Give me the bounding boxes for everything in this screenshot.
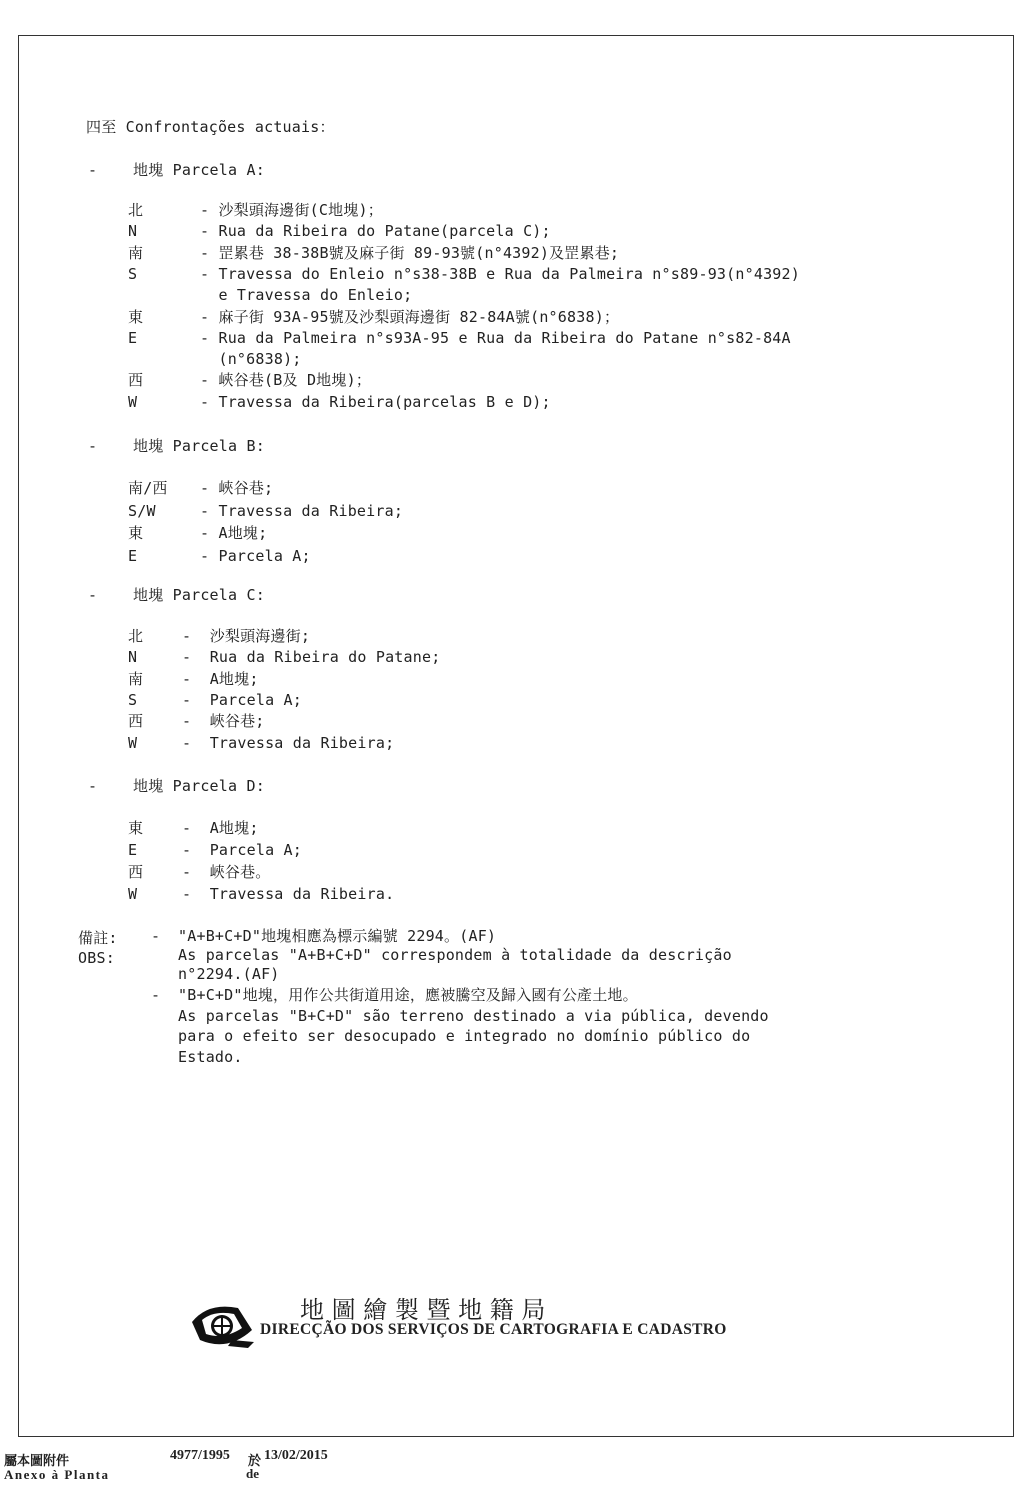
boundary-description: - Travessa do Enleio n°s38-38B e Rua da Palmeira n°s89-93(n°4392) xyxy=(200,264,800,283)
direction-label: S xyxy=(128,264,138,283)
boundary-description: e Travessa do Enleio; xyxy=(200,286,413,305)
boundary-description: - 沙梨頭海邊街; xyxy=(182,627,311,645)
boundary-description: - A地塊; xyxy=(182,669,259,688)
boundary-description: - 峽谷巷; xyxy=(182,712,265,731)
direction-label: W xyxy=(128,733,138,752)
direction-label: 東 xyxy=(128,819,144,837)
obs-line: para o efeito ser desocupado e integrado no domínio público do xyxy=(178,1027,751,1045)
boundary-description: - A地塊; xyxy=(200,524,268,542)
direction-label: 東 xyxy=(128,307,144,326)
bullet-dash: - xyxy=(88,586,98,604)
boundary-description: - 沙梨頭海邊街(C地塊)； xyxy=(200,201,383,219)
footer-in-pt: de xyxy=(246,1466,259,1481)
parcel-c-title: 地塊 Parcela C: xyxy=(133,586,265,604)
bullet-dash: - xyxy=(88,161,98,179)
direction-label: E xyxy=(128,841,138,859)
direction-label: E xyxy=(128,328,138,347)
direction-label: S xyxy=(128,690,138,709)
direction-label: W xyxy=(128,885,138,903)
boundary-description: - 峽谷巷; xyxy=(200,479,274,497)
boundary-description: - Parcela A; xyxy=(182,841,302,859)
direction-label: 南 xyxy=(128,669,144,688)
direction-label: 西 xyxy=(128,863,144,881)
boundary-description: - Travessa da Ribeira. xyxy=(182,885,395,903)
boundary-description: - 罡累巷 38-38B號及麻子街 89-93號(n°4392)及罡累巷; xyxy=(200,243,620,262)
obs-line: As parcelas "B+C+D" são terreno destinado a via pública, devendo xyxy=(178,1007,769,1025)
boundary-description: - Travessa da Ribeira(parcelas B e D); xyxy=(200,392,551,411)
obs-line: "A+B+C+D"地塊相應為標示編號 2294。(AF) xyxy=(178,927,497,945)
parcel-d-title: 地塊 Parcela D: xyxy=(133,777,265,795)
parcel-b-title: 地塊 Parcela B: xyxy=(133,437,265,455)
boundary-description: - Rua da Ribeira do Patane(parcela C); xyxy=(200,222,551,241)
direction-label: E xyxy=(128,546,138,565)
boundary-description: - 峽谷巷(B及 D地塊)； xyxy=(200,371,372,390)
direction-label: N xyxy=(128,222,138,241)
parcel-a-title: 地塊 Parcela A: xyxy=(133,161,265,179)
direction-label: 西 xyxy=(128,371,144,390)
boundary-description: - Parcela A; xyxy=(200,546,311,565)
direction-label: 北 xyxy=(128,201,144,219)
boundary-description: - 峽谷巷。 xyxy=(182,863,271,881)
direction-label: 北 xyxy=(128,627,144,645)
footer-plan-number: 4977/1995 xyxy=(170,1448,230,1463)
footer-label-zh: 屬本圖附件 xyxy=(4,1453,70,1468)
obs-line: As parcelas "A+B+C+D" correspondem à totalidade da descrição xyxy=(178,946,732,964)
obs-dash: - xyxy=(151,927,161,945)
boundary-description: - A地塊; xyxy=(182,819,259,837)
footer-label-pt: Anexo à Planta xyxy=(4,1467,110,1482)
footer-in-zh: 於 xyxy=(248,1453,262,1468)
direction-label: N xyxy=(128,648,138,667)
boundary-description: (n°6838); xyxy=(200,350,302,369)
obs-label-zh: 備註: xyxy=(78,929,118,947)
boundary-description: - Rua da Palmeira n°s93A-95 e Rua da Ribeira do Patane n°s82-84A xyxy=(200,328,791,347)
agency-name-pt: DIRECÇÃO DOS SERVIÇOS DE CARTOGRAFIA E CADASTRO xyxy=(260,1321,727,1338)
boundary-description: - Travessa da Ribeira; xyxy=(200,501,404,520)
obs-line: "B+C+D"地塊，用作公共街道用途，應被騰空及歸入國有公產土地。 xyxy=(178,986,638,1004)
direction-label: W xyxy=(128,392,138,411)
obs-label-pt: OBS: xyxy=(78,949,115,967)
direction-label: 南/西 xyxy=(128,479,168,497)
heading: 四至 Confrontações actuais： xyxy=(86,118,335,136)
obs-line: Estado. xyxy=(178,1048,243,1066)
boundary-description: - 麻子街 93A-95號及沙梨頭海邊街 82-84A號(n°6838)； xyxy=(200,307,620,326)
direction-label: 東 xyxy=(128,524,144,542)
boundary-description: - Travessa da Ribeira; xyxy=(182,733,395,752)
obs-dash: - xyxy=(151,986,161,1004)
boundary-description: - Rua da Ribeira do Patane; xyxy=(182,648,441,667)
direction-label: 南 xyxy=(128,243,144,262)
footer-date: 13/02/2015 xyxy=(264,1448,328,1463)
obs-line: n°2294.(AF) xyxy=(178,965,280,983)
direction-label: 西 xyxy=(128,712,144,731)
bullet-dash: - xyxy=(88,777,98,795)
direction-label: S/W xyxy=(128,501,156,520)
boundary-description: - Parcela A; xyxy=(182,690,302,709)
bullet-dash: - xyxy=(88,437,98,455)
agency-name-zh: 地 圖 繪 製 暨 地 籍 局 xyxy=(300,1296,546,1324)
cadastre-logo-icon xyxy=(188,1300,258,1350)
